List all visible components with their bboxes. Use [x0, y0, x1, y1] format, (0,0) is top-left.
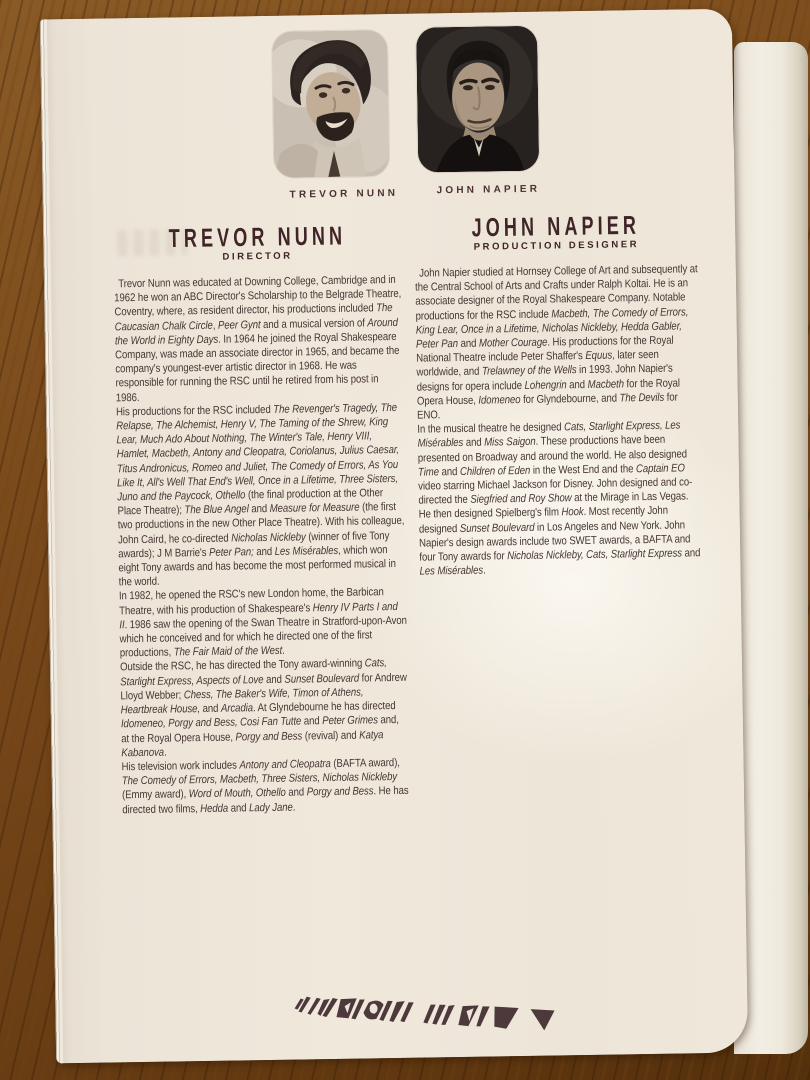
trevor-nunn-bio-text — [114, 273, 411, 817]
trevor-nunn-photo — [272, 30, 389, 178]
john-napier-bio-column — [414, 209, 704, 579]
bio-paragraph: Outside the RSC, he has directed the Tony award-winning Cats, Starlight Express, Aspects of Love and Sunset Boulevard for Andrew Lloyd Webber; Chess, The Baker's Wife, Timon of Athens, Heartbreak House, and Arcadia. At Glyndebourne he has directed Idomeneo, Porgy and Bess, Cosi Fan Tutte and Peter Grimes and, at the Royal Opera House, Porgy and Bess (revival) and Katya Kabanova. — [119, 657, 407, 760]
john-napier-photo-caption: JOHN NAPIER — [436, 183, 541, 197]
john-napier-bio-text — [415, 262, 704, 579]
bio-paragraph: In 1982, he opened the RSC's new London home, the Barbican Theatre, with his production of Shakespeare's Henry IV Parts I and II. 1986 saw the opening of the Swan Theatre in Stratford-upon-Avon which he conceived and for which he directed one of the first productions, The Fair Maid of the West. — [118, 586, 407, 660]
john-napier-portrait-illustration — [416, 26, 539, 173]
bio-paragraph: Trevor Nunn was educated at Downing College, Cambridge and in 1962 he won an ABC Director's Scholarship to the Belgrade Theatre, Coventry, where, as resident director, his productions included The Caucasian Chalk Circle, Peer Gynt and a musical version of Around the World in Eighty Days. In 1964 he joined the Royal Shakespeare Company, was made an associate director in 1965, and became the company's youngest-ever artistic director in 1968. He was responsible for running the RSC until he retired from his post in 1986. — [114, 273, 402, 404]
bio-paragraph: His television work includes Antony and Cleopatra (BAFTA award), The Comedy of Errors, Macbeth, Three Sisters, Nicholas Nickleby (Emmy award), Word of Mouth, Othello and Porgy and Bess. He has directed two films, Hedda and Lady Jane. — [121, 756, 409, 816]
trevor-nunn-portrait-illustration — [272, 30, 389, 178]
bio-paragraph: John Napier studied at Hornsey College of Art and subsequently at the Central School of Arts and Crafts under Ralph Koltai. He is an associate designer of the Royal Shakespeare Company. Notable productions for the RSC include Macbeth, The Comedy of Errors, King Lear, Once in a Lifetime, Nicholas Nickleby, Hedda Gabler, Peter Pan and Mother Courage. His productions for the Royal National Theatre include Peter Shaffer's Equus, later seen worldwide, and Trelawney of the Wells in 1993. John Napier's designs for opera include Lohengrin and Macbeth for the Royal Opera House, Idomeneo for Glyndebourne, and The Devils for ENO. — [415, 263, 698, 422]
john-napier-role-label: PRODUCTION DESIGNER — [473, 239, 640, 253]
john-napier-title: JOHN NAPIER — [471, 210, 641, 243]
slanted-logo-strokes — [292, 993, 563, 1033]
trevor-nunn-bio-column — [113, 220, 410, 817]
trevor-nunn-photo-caption: TREVOR NUNN — [289, 187, 399, 201]
john-napier-heading — [414, 209, 699, 253]
trevor-nunn-role-label: DIRECTOR — [222, 250, 293, 263]
stacked-page-edges — [40, 19, 63, 1063]
bio-paragraph: In the musical theatre he designed Cats, Starlight Express, Les Misérables and Miss Saigon. These productions have been presented on Broadway and around the world. He also designed Time and Children of Eden in the West End and the Captain EO video starring Michael Jackson for Disney. John designed and co-directed the Siegfried and Roy Show at the Mirage in Las Vegas. He then designed Spielberg's film Hook. Most recently John designed Sunset Boulevard in Los Angeles and New York. John Napier's design awards include two SWET awards, a BAFTA and four Tony awards for Nicholas Nickleby, Cats, Starlight Express and Les Misérables. — [417, 419, 701, 578]
programme-page — [40, 9, 748, 1064]
trevor-nunn-heading — [113, 220, 402, 265]
slanted-logo-graphic — [292, 993, 563, 1033]
bio-paragraph: His productions for the RSC included The Revenger's Tragedy, The Relapse, The Alchemist, Henry V, The Taming of the Shrew, King Lear, Much Ado About Nothing, The Winter's Tale, Henry VIII, Hamlet, Macbeth, Antony and Cleopatra, Coriolanus, Julius Caesar, Titus Andronicus, Romeo and Juliet, The Comedy of Errors, As You Like It, All's Well That End's Well, Once in a Lifetime, Three Sisters, Juno and the Paycock, Othello (the final production at the Other Place Theatre); The Blue Angel and Measure for Measure (the first two productions in the new Other Place Theatre). With his colleague, John Caird, he co-directed Nicholas Nickleby (winner of five Tony awards); J M Barrie's Peter Pan; and Les Misérables, which won eight Tony awards and has become the most performed musical in the world. — [115, 401, 405, 589]
john-napier-photo — [416, 26, 539, 173]
trevor-nunn-title: TREVOR NUNN — [168, 220, 347, 254]
